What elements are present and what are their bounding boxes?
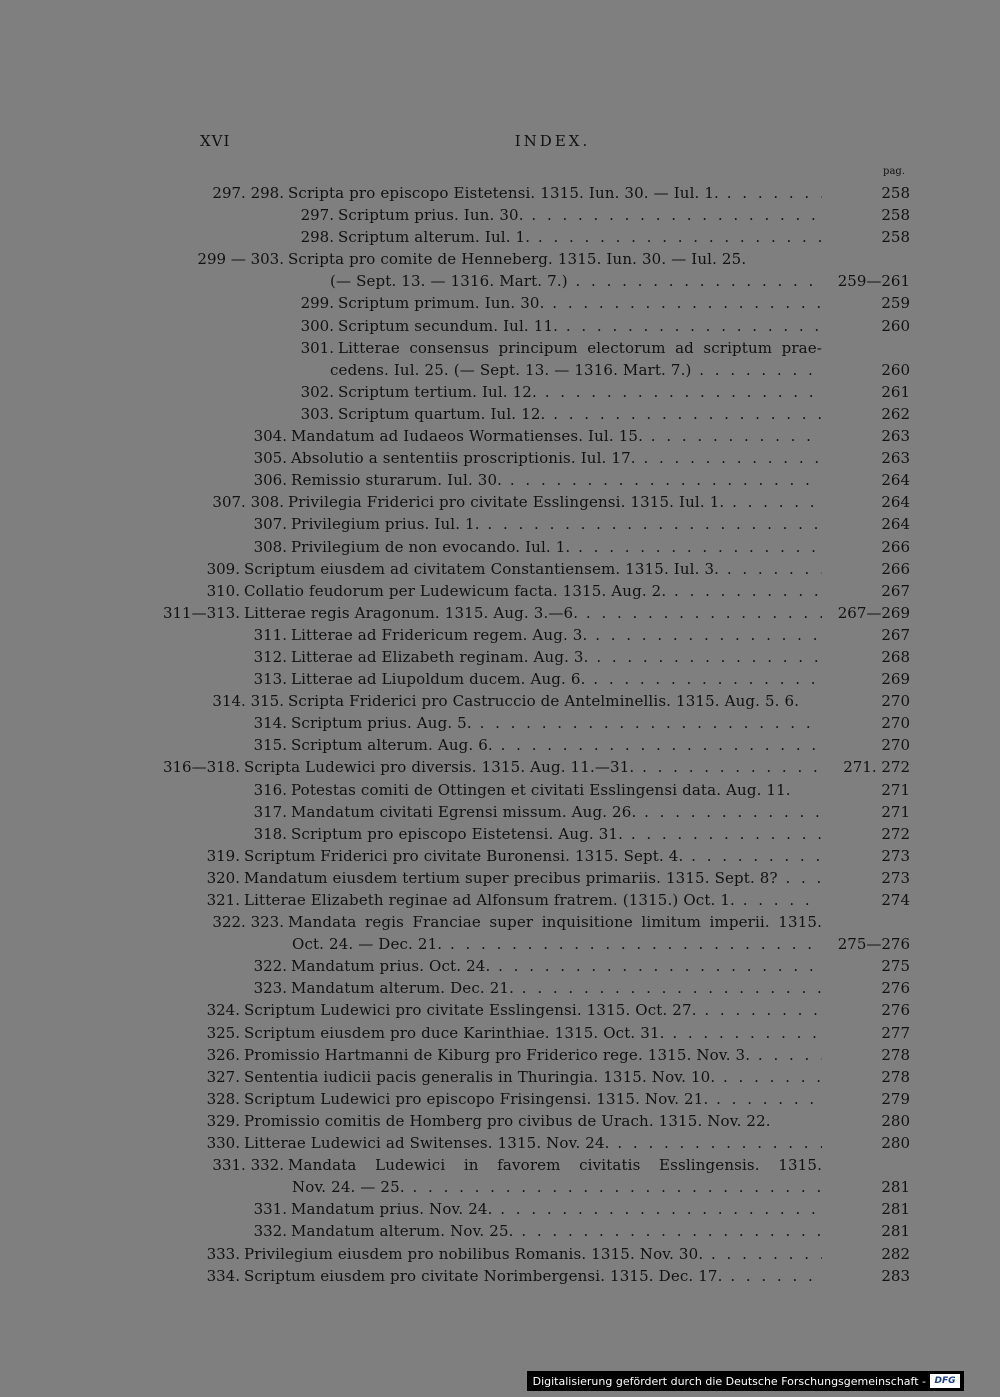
entry-page: 271 (824, 779, 910, 801)
entry-number: 332. (253, 1222, 287, 1241)
entry-title: Mandatum alterum. Nov. 25. . . . (291, 1220, 822, 1242)
index-entry (200, 1088, 910, 1110)
entry-page: 283 (824, 1265, 910, 1287)
entry-title: Scriptum prius. Aug. 5. . . . (291, 712, 822, 734)
index-entry (197, 248, 910, 270)
entry-title: Scriptum alterum. Iul. 1. . . . (338, 226, 822, 248)
entry-title: Litterae ad Liupoldum ducem. Aug. 6. . . . (291, 668, 822, 690)
entry-page: 273 (824, 845, 910, 867)
entry-title: Scriptum Ludewici pro civitate Esslingensi. 1315. Oct. 27. . . . (244, 999, 822, 1021)
entry-title: Scripta pro episcopo Eistetensi. 1315. Iun. 30. — Iul. 1. . . . (288, 182, 822, 204)
entry-number: 316—318. (162, 758, 240, 777)
index-entry (162, 756, 910, 778)
entry-number: 334. (206, 1266, 240, 1285)
index-entry (200, 1220, 910, 1242)
entry-title: Scriptum tertium. Iul. 12. . . . (338, 381, 822, 403)
entry-page: 277 (824, 1022, 910, 1044)
entry-page: 269 (824, 668, 910, 690)
entry-title: Sententia iudicii pacis generalis in Thuringia. 1315. Nov. 10. . . . (244, 1066, 822, 1088)
entry-number: 299. (300, 294, 334, 313)
entry-title: Scriptum secundum. Iul. 11. . . . (338, 315, 822, 337)
entry-title: Promissio Hartmanni de Kiburg pro Friderico rege. 1315. Nov. 3. . . . (244, 1044, 822, 1066)
footer-banner (527, 1371, 964, 1391)
entry-page: 266 (824, 558, 910, 580)
entry-page: 267 (824, 624, 910, 646)
entry-page: 270 (824, 690, 910, 712)
index-entry (200, 668, 910, 690)
entry-title: Mandatum civitati Egrensi missum. Aug. 26. . . . (291, 801, 822, 823)
entry-page: 281 (824, 1220, 910, 1242)
entry-title: Litterae Elizabeth reginae ad Alfonsum fratrem. (1315.) Oct. 1. . . . (244, 889, 822, 911)
index-entry (200, 889, 910, 911)
index-entry (200, 712, 910, 734)
footer-text: Digitalisierung gefördert durch die Deutsche Forschungsgemeinschaft - (532, 1374, 926, 1388)
entry-number: 304. (253, 427, 287, 446)
entry-page: 260 (824, 315, 910, 337)
index-entry (200, 779, 910, 801)
entry-number: 316. (253, 780, 287, 799)
index-entry (200, 491, 910, 513)
entry-page: 260 (824, 359, 910, 381)
entry-number: 328. (206, 1089, 240, 1108)
entry-number: 326. (206, 1045, 240, 1064)
index-entry (200, 536, 910, 558)
index-entry (200, 469, 910, 491)
entry-title: Privilegium de non evocando. Iul. 1. . . . (291, 536, 822, 558)
index-entry (200, 1022, 910, 1044)
index-entry (200, 226, 910, 248)
page-number: XVI (200, 132, 231, 150)
entry-page: 263 (824, 447, 910, 469)
index-entry (200, 580, 910, 602)
entry-title: Mandata Ludewici in favorem civitatis Esslingensis. 1315. (288, 1156, 822, 1175)
entry-number: 331. 332. (212, 1156, 284, 1175)
entry-title: Remissio sturarum. Iul. 30. . . . (291, 469, 822, 491)
entry-title: (— Sept. 13. — 1316. Mart. 7.) . . . (330, 270, 822, 292)
entry-title: Mandatum ad Iudaeos Wormatienses. Iul. 15. . . . (291, 425, 822, 447)
entry-title: Scriptum Ludewici pro episcopo Frisingensi. 1315. Nov. 21. . . . (244, 1088, 822, 1110)
entry-title: Privilegium eiusdem pro nobilibus Romanis. 1315. Nov. 30. . . . (244, 1243, 822, 1265)
entry-title: Scripta Ludewici pro diversis. 1315. Aug. 11.—31. . . . (244, 756, 822, 778)
entry-title: Scriptum prius. Iun. 30. . . . (338, 204, 822, 226)
entry-title: Scripta pro comite de Henneberg. 1315. Iun. 30. — Iul. 25. (288, 250, 747, 269)
entry-page: 267 (824, 580, 910, 602)
entry-number: 325. (206, 1023, 240, 1042)
index-entry (200, 558, 910, 580)
index-entry (200, 955, 910, 977)
entry-title: Litterae ad Elizabeth reginam. Aug. 3. . . . (291, 646, 822, 668)
entry-number: 297. 298. (212, 184, 284, 202)
entry-page: 272 (824, 823, 910, 845)
entry-number: 318. (253, 824, 287, 843)
entry-title: Nov. 24. — 25. . . . (292, 1176, 822, 1198)
entry-number: 324. (206, 1001, 240, 1020)
page-header (200, 132, 905, 156)
index-entry (200, 359, 910, 381)
page-column-label: pag. (883, 166, 905, 177)
entry-page: 267—269 (824, 602, 910, 624)
entry-page: 261 (824, 381, 910, 403)
entry-number: 312. (253, 647, 287, 666)
index-entry (200, 999, 910, 1021)
entry-title: Promissio comitis de Homberg pro civibus de Urach. 1315. Nov. 22. (244, 1111, 771, 1130)
entry-page: 279 (824, 1088, 910, 1110)
entry-title: Mandatum prius. Nov. 24. . . . (291, 1198, 822, 1220)
index-entry (200, 403, 910, 425)
index-entry (200, 977, 910, 999)
entry-page: 282 (824, 1243, 910, 1265)
entry-page: 280 (824, 1132, 910, 1154)
entry-title: Scriptum pro episcopo Eistetensi. Aug. 31. . . . (291, 823, 822, 845)
entry-number: 306. (253, 471, 287, 490)
entry-title: Litterae Ludewici ad Switenses. 1315. Nov. 24. . . . (244, 1132, 822, 1154)
entry-page: 259—261 (824, 270, 910, 292)
entry-number: 302. (300, 382, 334, 401)
entry-title: Privilegium prius. Iul. 1. . . . (291, 513, 822, 535)
index-entry (200, 1243, 910, 1265)
index-entry (200, 381, 910, 403)
index-list (162, 182, 910, 1287)
index-entry (162, 602, 910, 624)
index-entry (200, 845, 910, 867)
entry-page: 262 (824, 403, 910, 425)
entry-title: Scriptum eiusdem pro duce Karinthiae. 1315. Oct. 31. . . . (244, 1022, 822, 1044)
entry-title: Potestas comiti de Ottingen et civitati Esslingensi data. Aug. 11. (291, 780, 791, 799)
entry-page: 270 (824, 734, 910, 756)
entry-title: Scriptum eiusdem ad civitatem Constantiensem. 1315. Iul. 3. . . . (244, 558, 822, 580)
entry-title: Scriptum eiusdem pro civitate Norimbergensi. 1315. Dec. 17. . . . (244, 1265, 822, 1287)
entry-number: 313. (253, 670, 287, 689)
entry-number: 314. (253, 714, 287, 733)
dfg-logo-icon: DFG (930, 1374, 960, 1388)
index-entry (200, 1176, 910, 1198)
entry-title: Scriptum primum. Iun. 30. . . . (338, 292, 822, 314)
entry-number: 330. (206, 1134, 240, 1153)
entry-title: Litterae regis Aragonum. 1315. Aug. 3.—6. . . . (244, 602, 822, 624)
entry-page: 258 (824, 182, 910, 204)
entry-page: 264 (824, 469, 910, 491)
entry-number: 315. (253, 736, 287, 755)
entry-number: 323. (253, 979, 287, 998)
entry-number: 297. (300, 206, 334, 225)
entry-page: 264 (824, 491, 910, 513)
entry-title: Collatio feudorum per Ludewicum facta. 1315. Aug. 2. . . . (244, 580, 822, 602)
entry-page: 280 (824, 1110, 910, 1132)
index-entry (200, 337, 910, 359)
entry-page: 274 (824, 889, 910, 911)
entry-number: 305. (253, 449, 287, 468)
entry-title: cedens. Iul. 25. (— Sept. 13. — 1316. Mart. 7.) . . . (330, 359, 822, 381)
entry-number: 300. (300, 316, 334, 335)
entry-number: 321. (206, 891, 240, 909)
entry-page: 266 (824, 536, 910, 558)
entry-number: 317. (253, 802, 287, 821)
index-entry (200, 1198, 910, 1220)
entry-title: Litterae consensus principum electorum ad scriptum prae- (338, 338, 822, 357)
entry-title: Scriptum quartum. Iul. 12. . . . (338, 403, 822, 425)
entry-page: 271. 272 (824, 756, 910, 778)
entry-page: 278 (824, 1044, 910, 1066)
entry-page: 275—276 (824, 933, 910, 955)
entry-number: 309. (206, 559, 240, 578)
entry-number: 319. (206, 846, 240, 865)
index-entry (200, 1110, 910, 1132)
index-entry (200, 823, 910, 845)
entry-page: 258 (824, 226, 910, 248)
index-entry (200, 425, 910, 447)
index-entry (200, 624, 910, 646)
entry-page: 270 (824, 712, 910, 734)
index-entry (200, 447, 910, 469)
index-entry (200, 315, 910, 337)
entry-page: 263 (824, 425, 910, 447)
index-entry (200, 911, 910, 933)
entry-number: 299 — 303. (197, 250, 284, 269)
entry-number: 308. (253, 537, 287, 556)
entry-number: 307. 308. (212, 493, 284, 512)
entry-title: Mandatum prius. Oct. 24. . . . (291, 955, 822, 977)
index-entry (200, 1044, 910, 1066)
entry-number: 311. (253, 625, 287, 644)
index-entry (200, 867, 910, 889)
entry-title: Mandata regis Franciae super inquisitione limitum imperii. 1315. (288, 913, 822, 932)
entry-page: 276 (824, 999, 910, 1021)
entry-number: 322. (253, 957, 287, 976)
entry-title: Oct. 24. — Dec. 21. . . . (292, 933, 822, 955)
entry-page: 276 (824, 977, 910, 999)
index-entry (200, 690, 910, 712)
entry-page: 275 (824, 955, 910, 977)
entry-number: 329. (206, 1111, 240, 1130)
entry-number: 301. (300, 338, 334, 357)
entry-number: 303. (300, 404, 334, 423)
index-entry (200, 1265, 910, 1287)
index-entry (200, 513, 910, 535)
entry-number: 320. (206, 868, 240, 887)
entry-number: 307. (253, 515, 287, 534)
entry-number: 314. 315. (212, 692, 284, 711)
entry-page: 273 (824, 867, 910, 889)
index-entry (200, 182, 910, 204)
entry-title: Scriptum alterum. Aug. 6. . . . (291, 734, 822, 756)
entry-page: 259 (824, 292, 910, 314)
entry-number: 298. (300, 228, 334, 247)
entry-title: Scripta Friderici pro Castruccio de Antelminellis. 1315. Aug. 5. 6. (288, 692, 800, 711)
entry-page: 281 (824, 1176, 910, 1198)
index-entry (200, 204, 910, 226)
entry-page: 278 (824, 1066, 910, 1088)
index-entry (200, 1154, 910, 1176)
index-entry (200, 933, 910, 955)
entry-page: 281 (824, 1198, 910, 1220)
index-entry (200, 734, 910, 756)
entry-number: 310. (206, 581, 240, 600)
entry-title: Privilegia Friderici pro civitate Esslingensi. 1315. Iul. 1. . . . (288, 491, 822, 513)
index-entry (200, 1066, 910, 1088)
index-entry (200, 270, 910, 292)
entry-page: 271 (824, 801, 910, 823)
entry-title: Litterae ad Fridericum regem. Aug. 3. . . . (291, 624, 822, 646)
entry-number: 333. (206, 1244, 240, 1263)
index-entry (200, 1132, 910, 1154)
entry-page: 258 (824, 204, 910, 226)
entry-title: Absolutio a sententiis proscriptionis. Iul. 17. . . . (291, 447, 822, 469)
index-entry (200, 646, 910, 668)
entry-page: 268 (824, 646, 910, 668)
entry-title: Scriptum Friderici pro civitate Buronensi. 1315. Sept. 4. . . . (244, 845, 822, 867)
entry-title: Mandatum eiusdem tertium super precibus primariis. 1315. Sept. 8? . . . (244, 867, 822, 889)
entry-number: 327. (206, 1067, 240, 1086)
index-entry (200, 292, 910, 314)
entry-number: 331. (253, 1200, 287, 1219)
entry-page: 264 (824, 513, 910, 535)
entry-title: Mandatum alterum. Dec. 21. . . . (291, 977, 822, 999)
entry-number: 311—313. (162, 603, 240, 622)
entry-number: 322. 323. (212, 913, 284, 932)
page-title: INDEX. (514, 132, 591, 150)
index-entry (200, 801, 910, 823)
